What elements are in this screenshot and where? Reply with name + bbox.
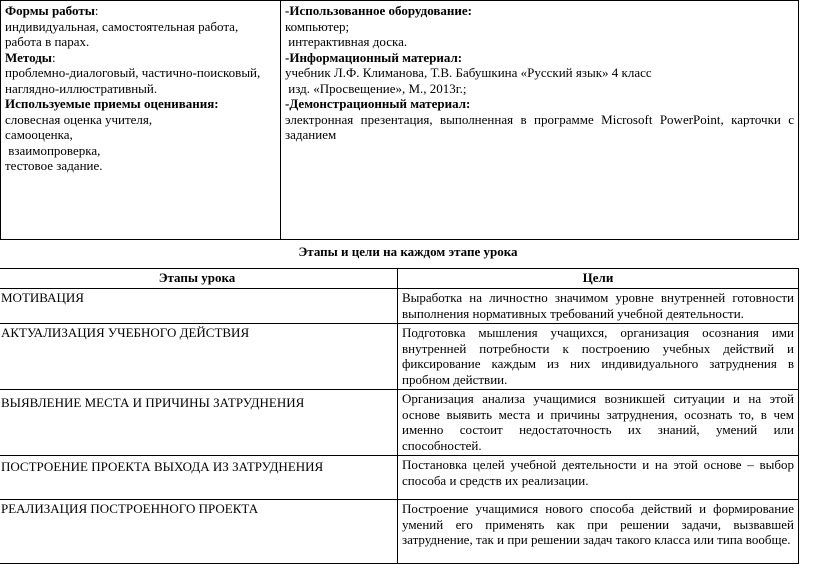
forms-heading bbox=[5, 3, 276, 19]
stage-goal: Подготовка мышления учащихся, организация осознания ими внутренней потребности к построению учебных действий и фиксирование каждым из них индивидуального затруднения в пробном действии. bbox=[398, 324, 799, 390]
forms-line-2: работа в парах. bbox=[5, 34, 90, 49]
methods-line-1: проблемно-диалоговый, частично-поисковый, bbox=[5, 65, 261, 80]
info-material-heading: -Информационный материал: bbox=[285, 49, 463, 65]
forms-line-1: индивидуальная, самостоятельная работа, bbox=[5, 18, 239, 34]
stage-goal: Построение учащимися нового способа действий и формирование умений его применять как при решении задачи, вызвавшей затруднение, так и при решении задач такого класса или типа вообще. bbox=[398, 500, 799, 564]
stage-name: ПОСТРОЕНИЕ ПРОЕКТА ВЫХОДА ИЗ ЗАТРУДНЕНИЯ bbox=[0, 456, 398, 500]
table-row bbox=[0, 390, 799, 456]
table-row bbox=[0, 289, 799, 324]
lesson-materials-cell bbox=[281, 1, 799, 240]
methods-line-2: наглядно-иллюстративный. bbox=[5, 80, 158, 96]
assessment-line-4: тестовое задание. bbox=[5, 158, 103, 173]
table-row bbox=[0, 456, 799, 500]
equipment-heading: -Использованное оборудование: bbox=[285, 3, 472, 18]
stage-name: МОТИВАЦИЯ bbox=[0, 289, 398, 324]
goal-column-header: Цели bbox=[398, 269, 799, 289]
methods-heading bbox=[5, 50, 276, 66]
equipment-line-2: интерактивная доска. bbox=[285, 34, 408, 49]
stage-goal: Организация анализа учащимися возникшей ситуации и на этой основе выявить места и причины затруднения, осознать то, в чем именно состоит недостаточность их знаний, умений или способностей. bbox=[398, 390, 799, 456]
methods-heading-colon: : bbox=[51, 49, 56, 65]
info-material-line-1: учебник Л.Ф. Климанова, Т.В. Бабушкина «Русский язык» 4 класс bbox=[285, 65, 652, 80]
info-material-line-2: изд. «Просвещение», М., 2013г.; bbox=[285, 80, 467, 96]
forms-heading-label: Формы работы bbox=[5, 3, 95, 18]
assessment-line-2: самооценка, bbox=[5, 127, 73, 142]
stage-column-header: Этапы урока bbox=[0, 269, 398, 289]
lesson-info-table bbox=[0, 0, 799, 240]
demo-material-line-1: электронная презентация, выполненная в программе Microsoft PowerPoint, карточки с заданием bbox=[285, 111, 794, 142]
stage-goal: Постановка целей учебной деятельности и на этой основе – выбор способа и средств их реализации. bbox=[398, 456, 799, 500]
demo-material-heading: -Демонстрационный материал: bbox=[285, 96, 471, 111]
forms-heading-colon: : bbox=[94, 3, 99, 18]
stage-name: ВЫЯВЛЕНИЕ МЕСТА И ПРИЧИНЫ ЗАТРУДНЕНИЯ bbox=[0, 390, 398, 456]
stage-name: РЕАЛИЗАЦИЯ ПОСТРОЕННОГО ПРОЕКТА bbox=[0, 500, 398, 564]
methods-heading-label: Методы bbox=[5, 49, 52, 65]
assessment-line-3: взаимопроверка, bbox=[5, 142, 101, 158]
lesson-forms-methods-cell bbox=[1, 1, 281, 240]
table-row bbox=[0, 324, 799, 390]
stages-table bbox=[0, 268, 799, 564]
stage-goal: Выработка на личностно значимом уровне внутренней готовности выполнения нормативных требований учебной деятельности. bbox=[398, 289, 799, 324]
assessment-line-1: словесная оценка учителя, bbox=[5, 111, 153, 127]
assessment-heading: Используемые приемы оценивания: bbox=[5, 96, 219, 111]
stages-caption: Этапы и цели на каждом этапе урока bbox=[298, 244, 518, 259]
table-row bbox=[0, 500, 799, 564]
equipment-line-1: компьютер; bbox=[285, 18, 350, 34]
stage-name: АКТУАЛИЗАЦИЯ УЧЕБНОГО ДЕЙСТВИЯ bbox=[0, 324, 398, 390]
stages-header-row bbox=[0, 269, 799, 289]
